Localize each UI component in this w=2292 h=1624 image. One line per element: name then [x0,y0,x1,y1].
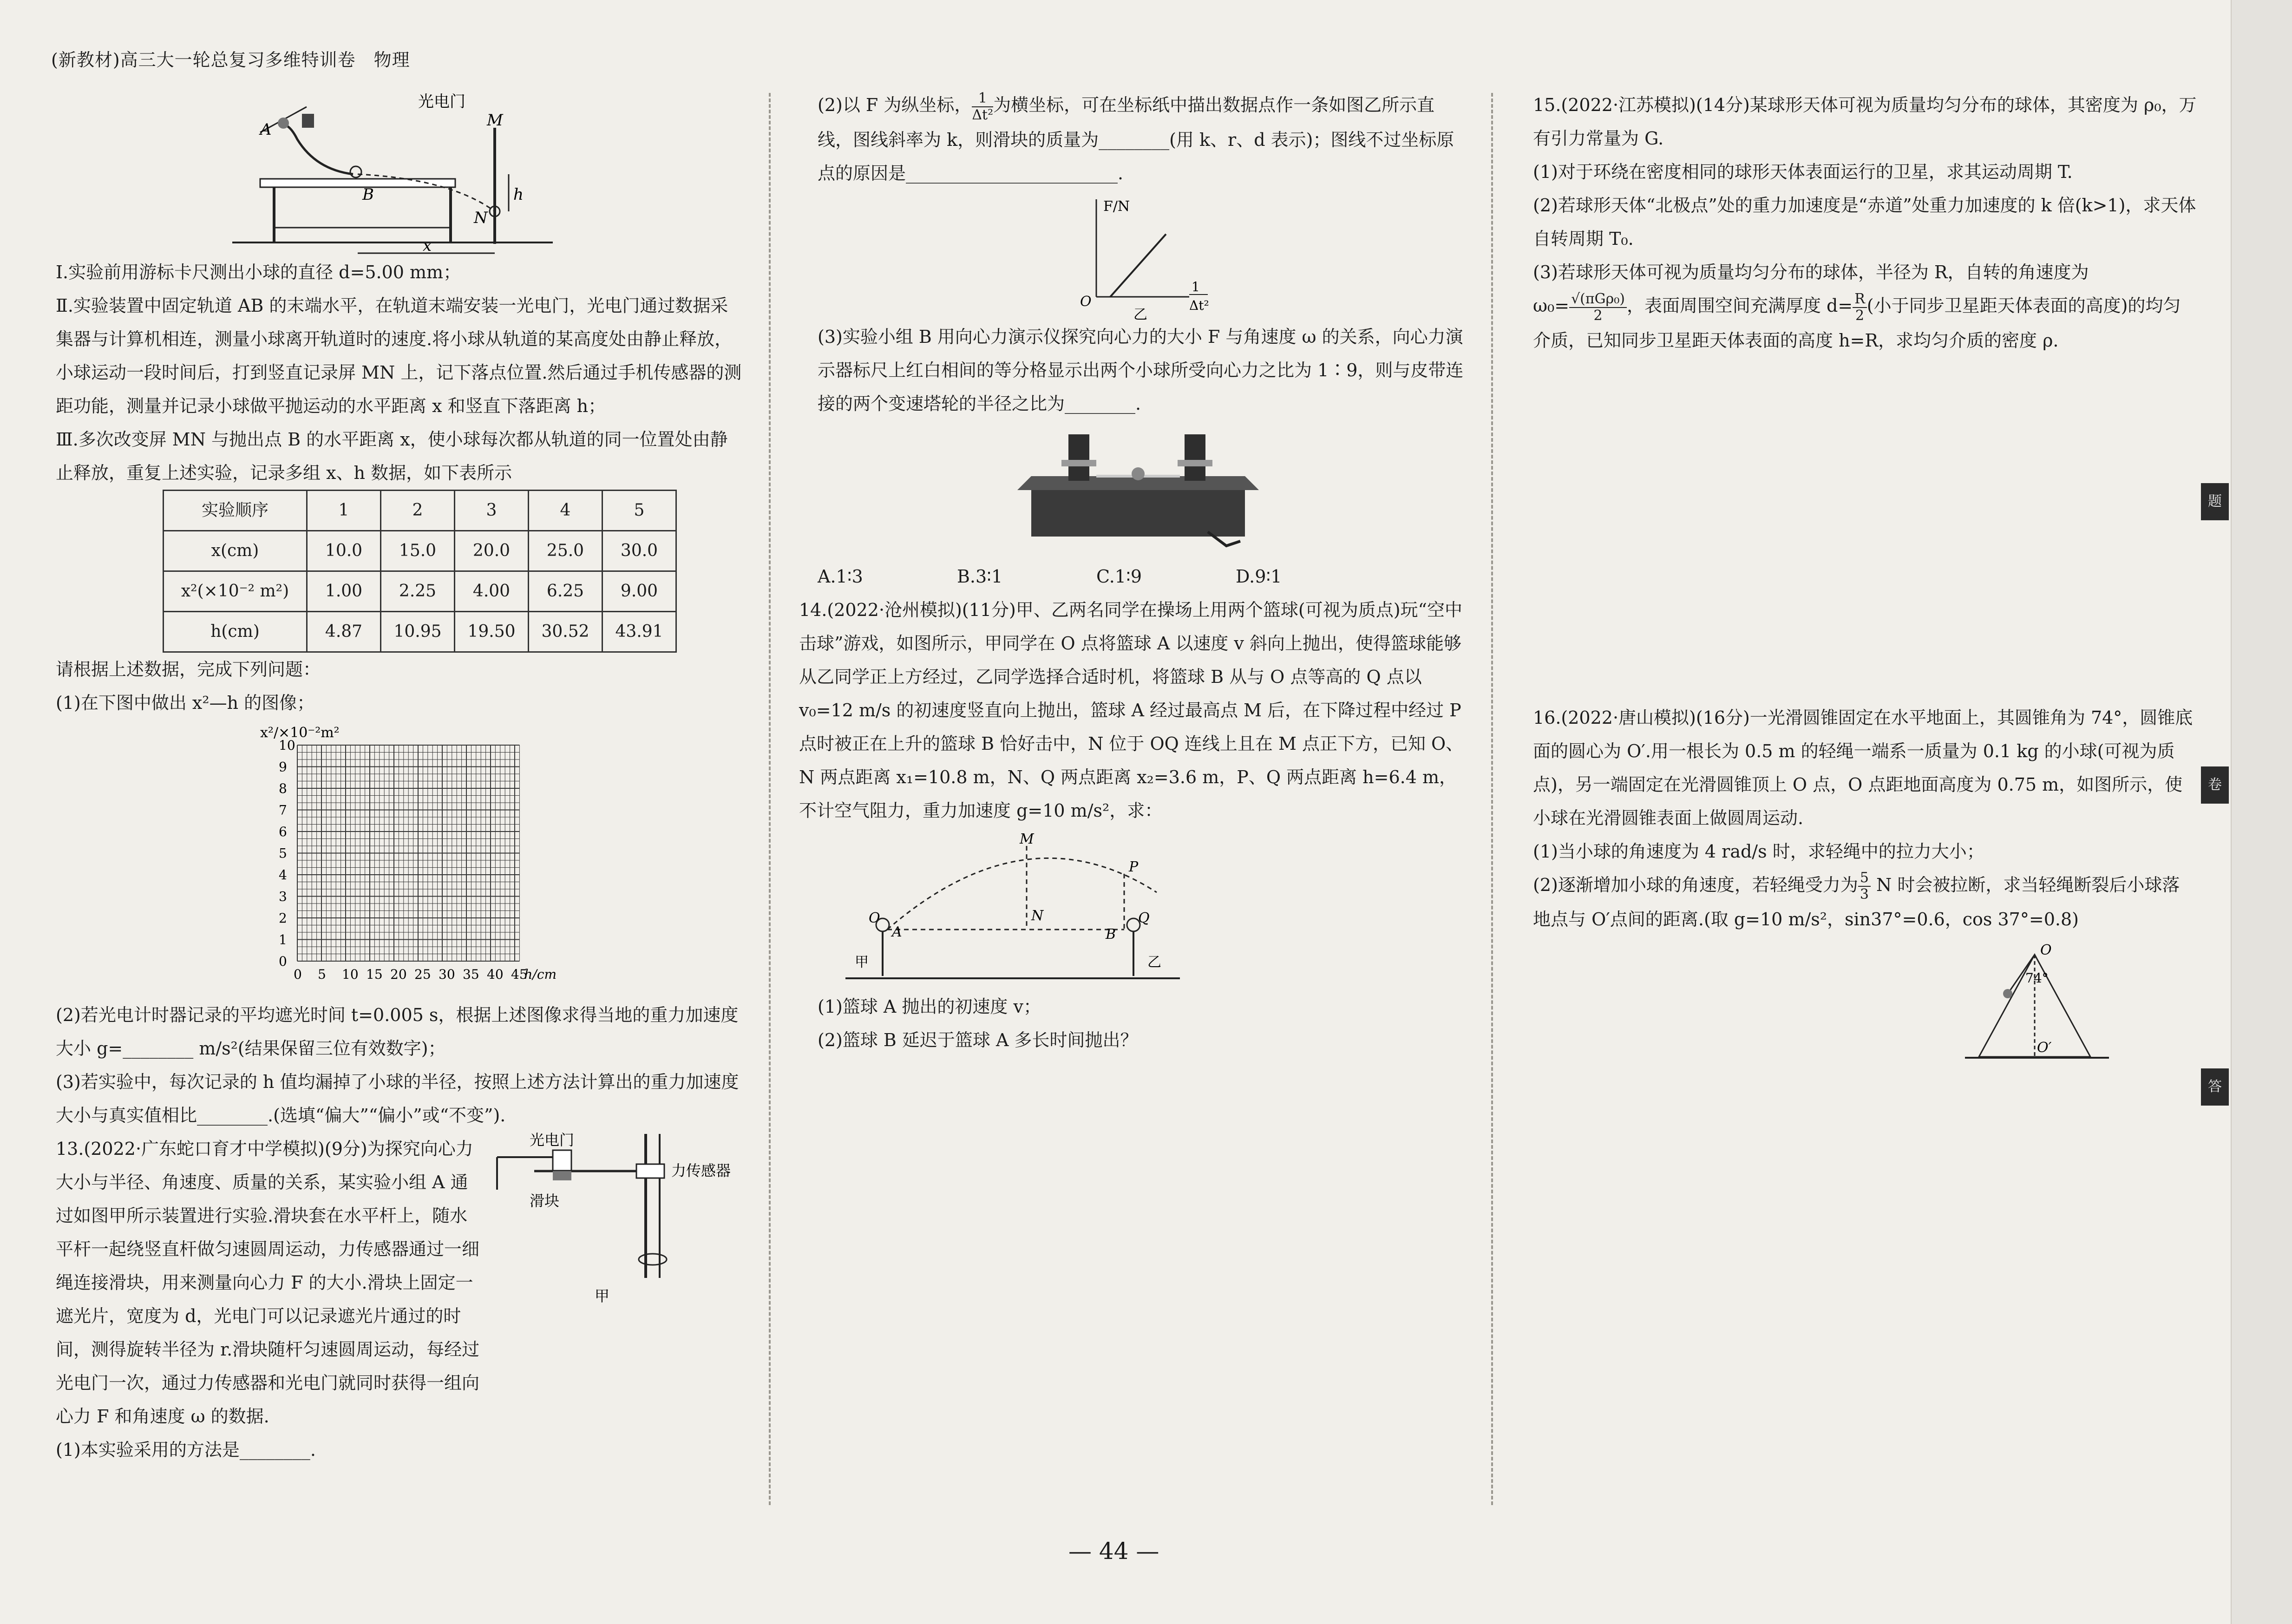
side-tab: 卷 [2201,766,2229,804]
table-cell: x(cm) [164,531,307,571]
table-cell: 15.0 [381,531,455,571]
column-left [56,88,743,1467]
centripetal-demonstrator-photo [818,420,1468,560]
q15-3-text-a: (3)若球形天体可视为质量均匀分布的球体，半径为 R，自转的角速度为 [1533,262,2089,282]
q13-2-text-b: 为横坐标，可在坐标纸中描出数据点作一条如图乙所示直线，图线斜率为 k，则滑块的质量为________(用 k、r、d 表示)；图线不过坐标原点的原因是________________________. [818,95,1454,183]
grid-y-tick: 7 [279,802,287,818]
grid-x-tick: 35 [463,967,479,982]
question-13-3: (3)实验小组 B 用向心力演示仪探究向心力的大小 F 与角速度 ω 的关系，向心力演示器标尺上红白相间的等分格显示出两个小球所受向心力之比为 1∶9，则与皮带连接的两个变速塔轮的半径之比为________. [818,326,1464,414]
yi-caption: 乙 [1133,306,1147,320]
grid-y-tick: 9 [279,759,287,775]
question-15-3 [1533,255,2197,357]
grid-x-tick: 5 [318,967,326,982]
side-tab: 答 [2201,1068,2229,1106]
step-2: Ⅱ.实验装置中固定轨道 AB 的末端水平，在轨道末端安装一光电门，光电门通过数据采集器与计算机相连，测量小球离开轨道时的速度.将小球从轨道的某高度处由静止释放，小球运动一段时间后，打到竖直记录屏 MN 上，记下落点位置.然后通过手机传感器的测距功能，测量并记录小球做平抛运动的水平距离 x 和竖直下落距离 h； [56,295,742,416]
bb-M: M [1020,831,1034,847]
q16-2-text-b: N 时会被拉断，求当轻绳断裂后小球落地点与 O′点间的距离.(取 g=10 m/s²，sin37°=0.6，cos 37°=0.8) [1533,874,2180,930]
option-c[interactable]: C.1∶9 [1096,566,1142,587]
table-cell: 实验顺序 [164,491,307,531]
grid-y-tick: 6 [279,824,287,839]
cone-O: O [2040,942,2052,958]
bb-P: P [1129,858,1139,875]
step-1: Ⅰ.实验前用游标卡尺测出小球的直径 d=5.00 mm； [56,262,461,282]
page-edge [2231,0,2292,1624]
table-cell: 30.0 [602,531,676,571]
column-divider [1491,93,1493,1505]
centripetal-apparatus-figure [488,1129,748,1306]
cone-Oprime: O′ [2037,1040,2052,1056]
question-13-1: (1)本实验采用的方法是________. [56,1440,316,1460]
question-15-2: (2)若球形天体“北极点”处的重力加速度是“赤道”处重力加速度的 k 倍(k>1)，求天体自转周期 T₀. [1533,195,2196,249]
grid-x-tick: 40 [487,967,504,982]
bb-jia: 甲 [855,954,869,970]
question-12-2: (2)若光电计时器记录的平均遮光时间 t=0.005 s，根据上述图像求得当地的重力加速度大小 g=________ m/s²(结果保留三位有效数字)； [56,1005,739,1059]
grid-y-tick: 3 [279,889,287,904]
table-cell: x²(×10⁻² m²) [164,571,307,612]
label-force-sensor: 力传感器 [671,1162,731,1179]
label-h: h [513,185,524,204]
label-B: B [362,185,374,204]
bb-A: A [892,923,902,940]
table-cell: h(cm) [164,612,307,652]
table-cell: 2.25 [381,571,455,612]
label-gate: 光电门 [418,92,465,111]
column-right [1533,88,2197,1075]
grid-x-tick: 0 [294,967,302,982]
question-14-2: (2)篮球 B 延迟于篮球 A 多长时间抛出？ [818,1029,1138,1050]
table-cell: 4.87 [307,612,381,652]
column-divider [769,93,771,1505]
question-12-3: (3)若实验中，每次记录的 h 值均漏掉了小球的半径，按照上述方法计算出的重力加速度大小与真实值相比________.(选填“偏大”“偏小”或“不变”). [56,1072,739,1126]
label-M: M [487,111,503,130]
bb-Q: Q [1138,910,1150,926]
q13-2-fraction: $\frac{1}{\text{Δt²}}$ [972,90,994,123]
force-fraction: $\frac{5}{3}$ [1858,870,1871,903]
grid-x-tick: 20 [390,967,407,982]
grid-y-label: x²/×10⁻²m² [260,725,340,741]
q15-3-text-d: (小于同步卫星距天体表面的高度)的均匀介质，已知同步卫星距天体表面的高度 h=R，求均匀介质的密度 ρ. [1533,295,2181,351]
cone-angle: 74° [2025,970,2049,986]
table-cell: 25.0 [529,531,602,571]
table-cell: 4.00 [455,571,529,612]
table-cell: 2 [381,491,455,531]
grid-x-tick: 15 [366,967,383,982]
question-13-block [56,1132,743,1433]
cone-figure [1533,936,2197,1075]
q16-2-text-a: (2)逐渐增加小球的角速度，若轻绳受力为 [1533,874,1858,895]
q15-3-text-c: ，表面周围空间充满厚度 d= [1626,295,1853,316]
instruction: 请根据上述数据，完成下列问题： [56,659,321,680]
grid-y-tick: 8 [279,781,287,796]
question-14: 14.(2022·沧州模拟)(11分)甲、乙两名同学在操场上用两个篮球(可视为质点)玩“空中击球”游戏，如图所示，甲同学在 O 点将篮球 A 以速度 v 斜向上抛出，使得篮球能够从乙同学正上方经过，乙同学选择合适时机，将篮球 B 从与 O 点等高的 Q 点以 v₀=12 m/s 的初速度竖直向上抛出，篮球 A 经过最高点 M 后，在下降过程中经过 P 点时被正在上升的篮球 B 恰好击中，N 位于 OQ 连线上且在 M 点正下方，已知 O、N 两点距离 x₁=10.8 m，N、Q 两点距离 x₂=3.6 m，P、Q 两点距离 h=6.4 m，不计空气阻力，重力加速度 g=10 m/s²，求： [799,599,1464,821]
table-cell: 30.52 [529,612,602,652]
q13-2-text-a: (2)以 F 为纵坐标， [818,95,972,115]
table-cell: 10.95 [381,612,455,652]
options-13-3 [818,560,1468,593]
grid-y-tick: 2 [279,910,287,926]
table-row [164,571,676,612]
page-header: (新教材)高三大一轮总复习多维特训卷 物理 [51,50,410,70]
question-15-1: (1)对于环绕在密度相同的球形天体表面运行的卫星，求其运动周期 T. [1533,162,2073,182]
label-N: N [474,209,488,227]
question-16-1: (1)当小球的角速度为 4 rad/s 时，求轻绳中的拉力大小； [1533,841,1984,862]
yi-origin: O [1080,293,1092,310]
table-cell: 43.91 [602,612,676,652]
projectile-apparatus-figure [56,88,613,255]
blank-grid-chart [56,720,613,998]
table-cell: 4 [529,491,602,531]
question-15: 15.(2022·江苏模拟)(14分)某球形天体可视为质量均匀分布的球体，其密度为 ρ₀，万有引力常量为 G. [1533,95,2197,149]
label-gate-13: 光电门 [530,1131,575,1149]
option-d[interactable]: D.9∶1 [1236,566,1282,587]
grid-x-tick: 30 [439,967,455,982]
bb-B: B [1106,926,1116,943]
grid-y-tick: 10 [279,738,295,753]
grid-y-tick: 4 [279,867,287,883]
basketball-figure [818,827,1468,990]
table-cell: 1 [307,491,381,531]
label-x: x [423,236,432,255]
table-cell: 6.25 [529,571,602,612]
d-fraction: $\frac{R}{2}$ [1853,291,1867,324]
grid-x-label: h/cm [524,967,557,982]
question-14-1: (1)篮球 A 抛出的初速度 v； [818,996,1041,1017]
table-cell: 1.00 [307,571,381,612]
table-row [164,531,676,571]
grid-y-tick: 0 [279,954,287,969]
table-cell: 20.0 [455,531,529,571]
label-slider: 滑块 [530,1192,560,1210]
yi-x-num: 1 [1192,279,1200,295]
grid-x-tick: 10 [342,967,359,982]
bb-yi: 乙 [1147,954,1161,970]
grid-x-tick: 45 [511,967,528,982]
label-jia-13: 甲 [595,1287,610,1305]
table-cell: 5 [602,491,676,531]
grid-x-tick: 25 [414,967,431,982]
page-number: — 44 — [1068,1538,1159,1565]
option-b[interactable]: B.3∶1 [957,566,1003,587]
label-A: A [260,120,272,139]
side-tab: 题 [2201,483,2229,520]
question-16-2 [1533,868,2197,936]
table-cell: 19.50 [455,612,529,652]
grid-y-tick: 1 [279,932,287,948]
bb-N: N [1031,907,1044,924]
yi-x-den: Δt² [1189,297,1209,313]
step-3: Ⅲ.多次改变屏 MN 与抛出点 B 的水平距离 x，使小球每次都从轨道的同一位置处由静止释放，重复上述实验，记录多组 x、h 数据，如下表所示 [56,429,728,483]
table-row [164,491,676,531]
table-row [164,612,676,652]
bb-O: O [869,910,880,926]
table-cell: 10.0 [307,531,381,571]
table-cell: 9.00 [602,571,676,612]
option-a[interactable]: A.1∶3 [818,566,863,587]
omega-fraction: $\frac{\text{√(πGρ₀)}}{2}$ [1569,291,1627,324]
question-12-1: (1)在下图中做出 x²—h 的图像； [56,693,315,713]
question-13-2 [818,88,1468,190]
question-13: 13.(2022·广东蛇口育才中学模拟)(9分)为探究向心力大小与半径、角速度、质量的关系，某实验小组 A 通过如图甲所示装置进行实验.滑块套在水平杆上，随水平杆一起绕竖直杆做匀速圆周运动，力传感器通过一细绳连接滑块，用来测量向心力 F 的大小.滑块上固定一遮光片，宽度为 d，光电门可以记录遮光片通过的时间，测得旋转半径为 r.滑块随杆匀速圆周运动，每经过光电门一次，通过力传感器和光电门就同时获得一组向心力 F 和角速度 ω 的数据. [56,1139,480,1427]
q15-3-omega: ω₀= [1533,295,1570,316]
grid-y-tick: 5 [279,845,287,861]
table-cell: 3 [455,491,529,531]
data-table [163,490,677,653]
yi-y-label: F/N [1103,198,1130,215]
column-middle [799,88,1468,1057]
figure-yi-line-graph [818,190,1468,320]
question-16: 16.(2022·唐山模拟)(16分)一光滑圆锥固定在水平地面上，其圆锥角为 74°，圆锥底面的圆心为 O′.用一根长为 0.5 m 的轻绳一端系一质量为 0.1 kg 的小球(可视为质点)，另一端固定在光滑圆锥顶上 O 点，O 点距地面高度为 0.75 m，如图所示，使小球在光滑圆锥表面上做圆周运动. [1533,707,2193,828]
